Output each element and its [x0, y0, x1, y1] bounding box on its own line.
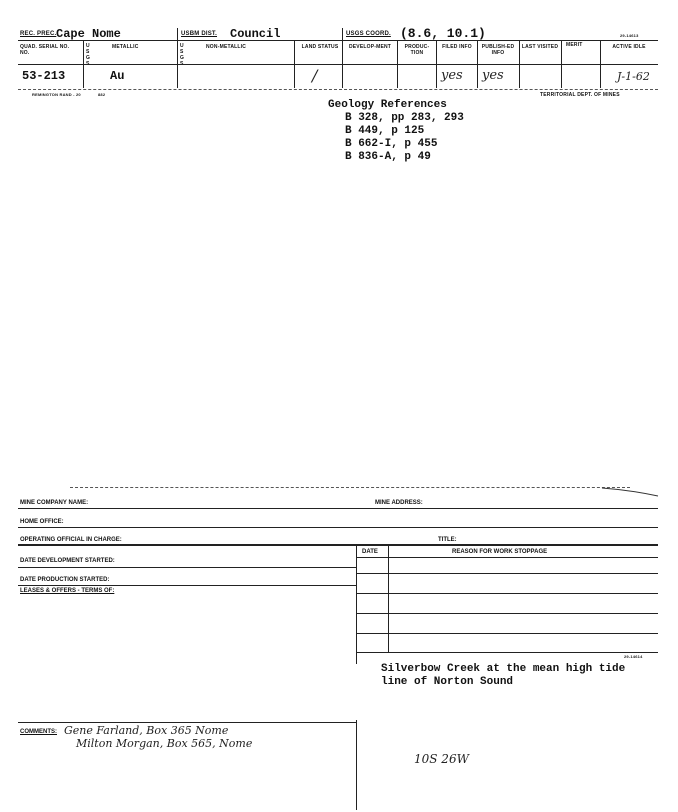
- development-header: DEVELOP-MENT: [348, 44, 392, 50]
- production-header: PRODUC-TION: [404, 44, 430, 56]
- header-rule-bottom: [18, 89, 658, 90]
- table-rule: [356, 593, 658, 594]
- form-number-2: 29-14614: [624, 654, 643, 659]
- published-info-value: yes: [482, 68, 504, 83]
- date-column-header: DATE: [362, 549, 378, 555]
- printer-code: 882: [98, 92, 106, 97]
- location-line-1: Silverbow Creek at the mean high tide: [381, 663, 626, 675]
- metallic-header: METALLIC: [112, 44, 139, 50]
- form-rule: [18, 567, 356, 568]
- comment-line-1: Gene Farland, Box 365 Nome: [64, 724, 229, 737]
- active-idle-value: J-1-62: [617, 70, 650, 83]
- form-rule: [18, 544, 658, 546]
- table-rule: [356, 613, 658, 614]
- leases-label: LEASES & OFFERS - TERMS OF:: [20, 588, 115, 594]
- form-rule: [18, 585, 356, 586]
- mine-address-label: MINE ADDRESS:: [375, 500, 423, 506]
- usgs-coord-label: USGS COORD.: [346, 31, 391, 37]
- form-number: 29-14613: [620, 33, 639, 38]
- title-label: TITLE:: [438, 537, 457, 543]
- non-metallic-header: NON-METALLIC: [206, 44, 247, 50]
- references-title: Geology References: [328, 99, 447, 111]
- land-status-header: LAND STATUS: [301, 44, 339, 50]
- rec-prec-label: REC. PREC.: [20, 31, 57, 37]
- printer-label: REMINGTON RAND - 20: [32, 92, 81, 97]
- quad-serial-value: 53-213: [22, 69, 66, 83]
- table-rule: [356, 652, 658, 653]
- usbm-dist-value: Council: [230, 27, 281, 41]
- reference-item: B 328, pp 283, 293: [345, 112, 464, 124]
- location-line-2: line of Norton Sound: [381, 676, 514, 688]
- comments-label: COMMENTS:: [20, 729, 57, 735]
- usgs-coord-value: (8.6, 10.1): [400, 26, 486, 41]
- section-divider: [70, 487, 630, 488]
- header-rule-mid: [18, 64, 658, 65]
- form-rule: [18, 508, 658, 509]
- table-rule: [356, 573, 658, 574]
- comment-line-2: Milton Morgan, Box 565, Nome: [76, 737, 253, 750]
- rec-prec-value: Cape Nome: [56, 27, 121, 41]
- mine-company-label: MINE COMPANY NAME:: [20, 500, 89, 506]
- fold-mark: [600, 486, 660, 498]
- active-idle-header: ACTIVE IDLE: [612, 44, 646, 50]
- table-rule: [356, 633, 658, 634]
- form-rule: [18, 722, 356, 723]
- quad-serial-header: QUAD. SERIAL NO. NO.: [20, 44, 70, 56]
- land-status-value: /: [312, 66, 318, 85]
- last-visited-header: LAST VISITED: [521, 44, 559, 50]
- reason-column-header: REASON FOR WORK STOPPAGE: [452, 549, 548, 555]
- filed-info-header: FILED INFO: [442, 44, 472, 50]
- usbm-dist-label: USBM DIST.: [181, 31, 218, 37]
- operating-official-label: OPERATING OFFICIAL IN CHARGE:: [20, 537, 122, 543]
- table-divider: [356, 546, 357, 664]
- table-rule: [356, 557, 658, 558]
- divider: [342, 28, 343, 88]
- usgs-side-label: U S G: [86, 43, 91, 61]
- home-office-label: HOME OFFICE:: [20, 519, 64, 525]
- table-divider: [388, 546, 389, 652]
- plat-note: 10S 26W: [414, 752, 469, 766]
- published-info-header: PUBLISH-ED INFO: [481, 44, 515, 56]
- dev-started-label: DATE DEVELOPMENT STARTED:: [20, 558, 115, 564]
- reference-item: B 449, p 125: [345, 125, 425, 137]
- dept-label: TERRITORIAL DEPT. OF MINES: [540, 92, 620, 98]
- prod-started-label: DATE PRODUCTION STARTED:: [20, 577, 110, 583]
- form-rule: [18, 527, 658, 528]
- merit-header: MERIT: [566, 42, 583, 48]
- reference-item: B 662-I, p 455: [345, 138, 438, 150]
- filed-info-value: yes: [441, 68, 463, 83]
- metallic-value: Au: [110, 69, 125, 83]
- reference-item: B 836-A, p 49: [345, 151, 431, 163]
- usgs-side-label: U S G: [180, 43, 185, 61]
- divider: [177, 28, 178, 88]
- table-divider: [356, 720, 357, 810]
